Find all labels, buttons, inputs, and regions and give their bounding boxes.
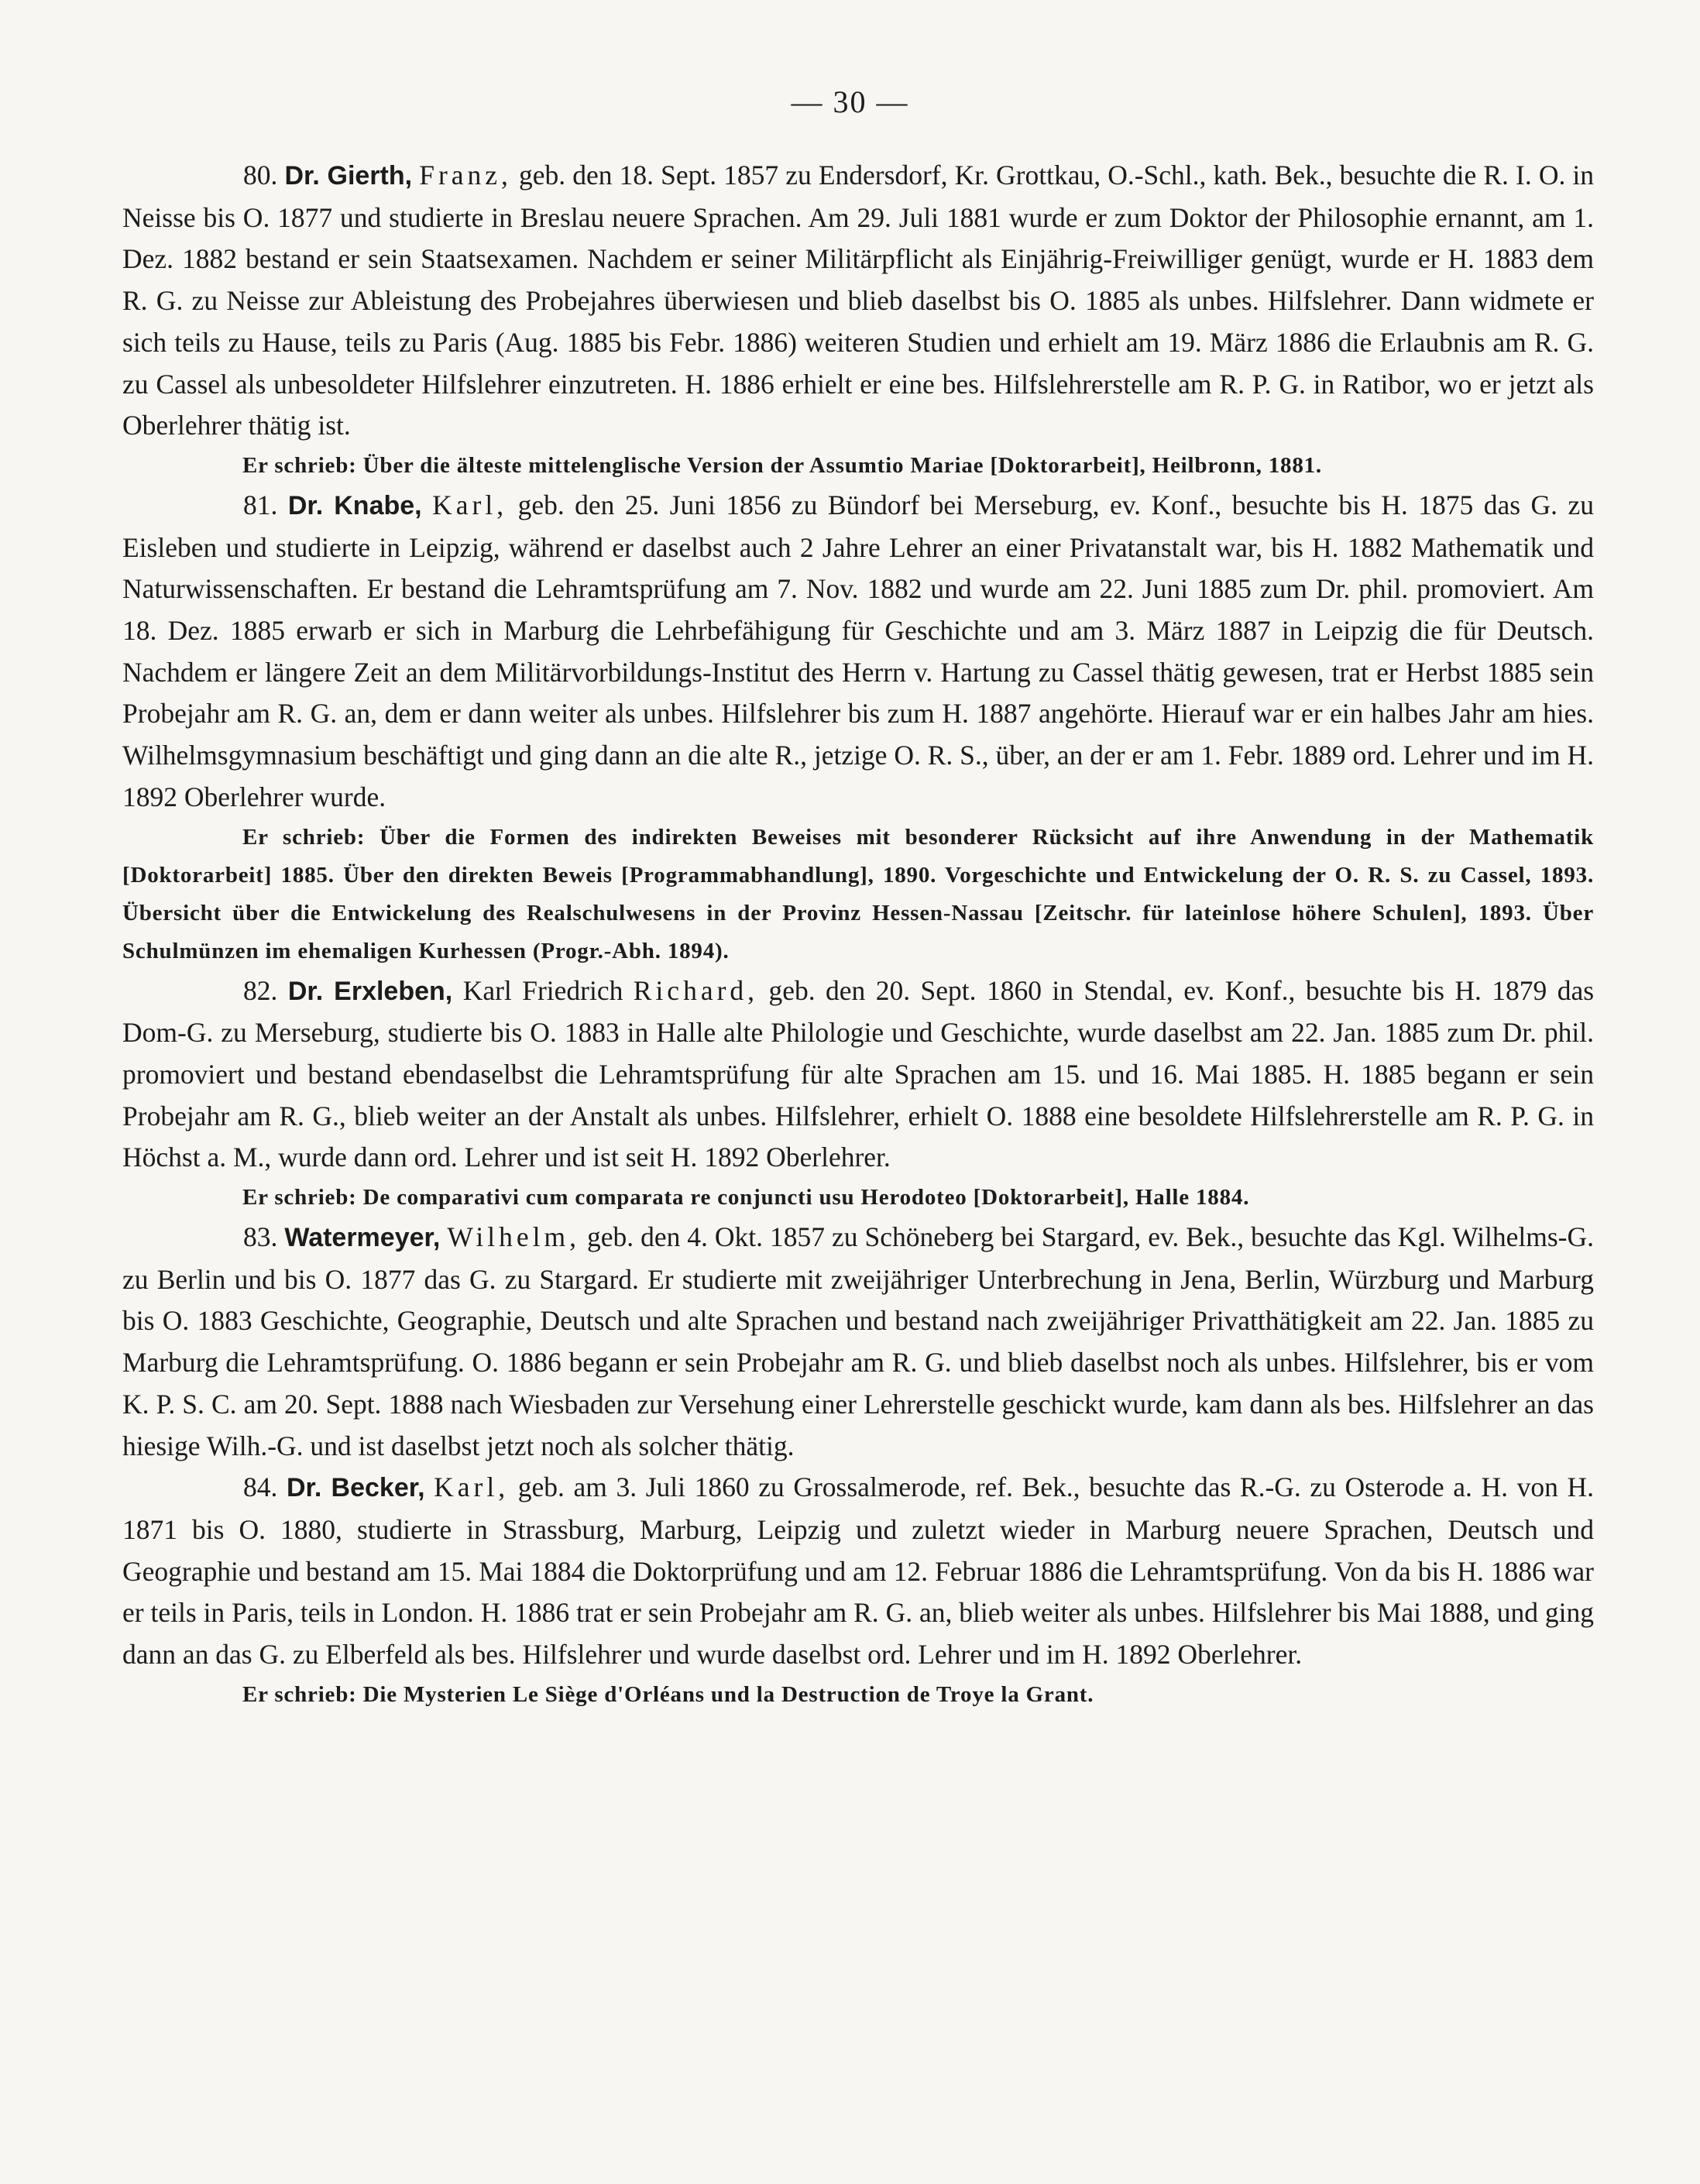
entry-name: Dr. Gierth,: [284, 161, 413, 191]
entry-number: 82.: [243, 974, 278, 1006]
entry-biography: geb. den 18. Sept. 1857 zu Endersdorf, Kr. Grottkau, O.-Schl., kath. Bek., besuchte die R. I. O. in Neisse bis O. 1877 und studierte in Breslau neuere Sprachen. Am 29. Juli 1881 wurde er zum Doktor der Philosophie ernannt, am 1. Dez. 1882 bestand er sein Staatsexamen. Nachdem er seiner Militärpflicht als Einjährig-Freiwilliger genügt, wurde er H. 1883 dem R. G. zu Neisse zur Ableistung des Probejahres überwiesen und blieb daselbst bis O. 1885 als unbes. Hilfslehrer. Dann widmete er sich teils zu Hause, teils zu Paris (Aug. 1885 bis Febr. 1886) weiteren Studien und erhielt am 19. März 1886 die Erlaubnis am R. G. zu Cassel als unbesoldeter Hilfslehrer einzutreten. H. 1886 erhielt er eine bes. Hilfslehrerstelle am R. P. G. in Ratibor, wo er jetzt als Oberlehrer thätig ist.: [122, 160, 1595, 441]
entry-given-name-spaced: Richard,: [633, 974, 759, 1006]
entry-81: [122, 485, 1594, 970]
entry-name: Watermeyer,: [284, 1223, 441, 1253]
entry-name: Dr. Erxleben,: [287, 976, 453, 1006]
publications-text: Er schrieb: Über die Formen des indirekten Beweises mit besonderer Rücksicht auf ihre Anwendung in der Mathematik [Doktorarbeit] 1885. Über den direkten Beweis [Programmabhandlung], 1890. Vorgeschichte und Entwickelung der O. R. S. zu Cassel, 1893. Übersicht über die Entwickelung des Realschulwesens in der Provinz Hessen-Nassau [Zeitschr. für lateinlose höhere Schulen], 1893. Über Schulmünzen im ehemaligen Kurhessen (Progr.-Abh. 1894).: [122, 824, 1594, 963]
entry-83: [122, 1217, 1594, 1467]
entry-81-publications: [122, 819, 1594, 970]
publications-text: Er schrieb: De comparativi cum comparata re conjuncti usu Herodoteo [Doktorarbeit], Halle 1884.: [242, 1185, 1250, 1210]
entry-given-name: Karl,: [432, 489, 508, 520]
entry-84-body: [122, 1467, 1594, 1676]
entry-number: 83.: [243, 1221, 278, 1253]
entry-number: 80.: [243, 160, 278, 191]
page-number-header: — 30 —: [791, 84, 909, 119]
entry-given-name: Karl,: [434, 1471, 510, 1503]
entry-number: 81.: [243, 489, 278, 520]
entry-biography: geb. am 3. Juli 1860 zu Grossalmerode, ref. Bek., besuchte das R.-G. zu Osterode a. H. von H. 1871 bis O. 1880, studierte in Strassburg, Marburg, Leipzig und zuletzt wieder in Marburg neuere Sprachen, Deutsch und Geographie und bestand am 15. Mai 1884 die Doktorprüfung und am 12. Februar 1886 die Lehramtsprüfung. Von da bis H. 1886 war er teils in Paris, teils in London. H. 1886 trat er sein Probejahr am R. G. an, blieb weiter als unbes. Hilfslehrer bis Mai 1888, und ging dann an das G. zu Elberfeld als bes. Hilfslehrer und wurde daselbst ord. Lehrer und im H. 1892 Oberlehrer.: [122, 1471, 1595, 1671]
entry-82-body: [122, 970, 1594, 1180]
publications-text: Er schrieb: Über die älteste mittelenglische Version der Assumtio Mariae [Doktorarbeit], Heilbronn, 1881.: [242, 452, 1322, 478]
entry-biography: geb. den 20. Sept. 1860 in Stendal, ev. Konf., besuchte bis H. 1879 das Dom-G. zu Merseburg, studierte bis O. 1883 in Halle alte Philologie und Geschichte, wurde daselbst am 22. Jan. 1885 zum Dr. phil. promoviert und bestand ebendaselbst die Lehramtsprüfung für alte Sprachen am 15. und 16. Mai 1885. H. 1885 begann er sein Probejahr am R. G., blieb weiter an der Anstalt als unbes. Hilfslehrer, erhielt O. 1888 eine besoldete Hilfslehrerstelle am R. P. G. in Höchst a. M., wurde dann ord. Lehrer und ist seit H. 1892 Oberlehrer.: [122, 974, 1595, 1173]
entry-name: Dr. Knabe,: [287, 490, 422, 520]
entry-80-body: [122, 155, 1594, 447]
entry-given-name: Franz,: [419, 160, 512, 191]
entry-83-body: [122, 1217, 1594, 1467]
entry-82: [122, 970, 1594, 1217]
entry-82-publications: [122, 1179, 1594, 1217]
page-body: [122, 155, 1594, 1714]
entry-81-body: [122, 485, 1594, 819]
entry-name: Dr. Becker,: [287, 1473, 425, 1503]
entry-biography: geb. den 25. Juni 1856 zu Bündorf bei Merseburg, ev. Konf., besuchte bis H. 1875 das G. zu Eisleben und studierte in Leipzig, während er daselbst auch 2 Jahre Lehrer an einer Privatanstalt war, bis H. 1882 Mathematik und Naturwissenschaften. Er bestand die Lehramtsprüfung am 7. Nov. 1882 und wurde am 22. Juni 1885 zum Dr. phil. promoviert. Am 18. Dez. 1885 erwarb er sich in Marburg die Lehrbefähigung für Geschichte und am 3. März 1887 in Leipzig die für Deutsch. Nachdem er längere Zeit an dem Militärvorbildungs-Institut des Herrn v. Hartung zu Cassel thätig gewesen, trat er Herbst 1885 sein Probejahr am R. G. an, dem er dann weiter als unbes. Hilfslehrer bis zum H. 1887 angehörte. Hierauf war er ein halbes Jahr am hies. Wilhelmsgymnasium beschäftigt und ging dann an die alte R., jetzige O. R. S., über, an der er am 1. Febr. 1889 ord. Lehrer und im H. 1892 Oberlehrer wurde.: [122, 489, 1595, 812]
entry-biography: geb. den 4. Okt. 1857 zu Schöneberg bei Stargard, ev. Bek., besuchte das Kgl. Wilhelms-G. zu Berlin und bis O. 1877 das G. zu Stargard. Er studierte mit zweijähriger Unterbrechung in Jena, Berlin, Würzburg und Marburg bis O. 1883 Geschichte, Geographie, Deutsch und alte Sprachen und bestand nach zweijähriger Privatthätigkeit am 22. Jan. 1885 zu Marburg die Lehramtsprüfung. O. 1886 begann er sein Probejahr am R. G. und blieb daselbst noch als unbes. Hilfslehrer, bis er vom K. P. S. C. am 20. Sept. 1888 nach Wiesbaden zur Versehung einer Lehrerstelle geschickt wurde, kam dann als bes. Hilfslehrer an das hiesige Wilh.-G. und ist daselbst jetzt noch als solcher thätig.: [122, 1221, 1595, 1461]
entry-84-publications: [122, 1676, 1594, 1714]
publications-text: Er schrieb: Die Mysterien Le Siège d'Orléans und la Destruction de Troye la Grant.: [242, 1681, 1094, 1707]
entry-80: [122, 155, 1594, 485]
entry-80-publications: [122, 447, 1594, 485]
entry-number: 84.: [243, 1471, 278, 1503]
entry-given-name: Wilhelm,: [447, 1221, 580, 1253]
entry-84: [122, 1467, 1594, 1714]
entry-given-name-plain: Karl Friedrich: [462, 974, 623, 1006]
